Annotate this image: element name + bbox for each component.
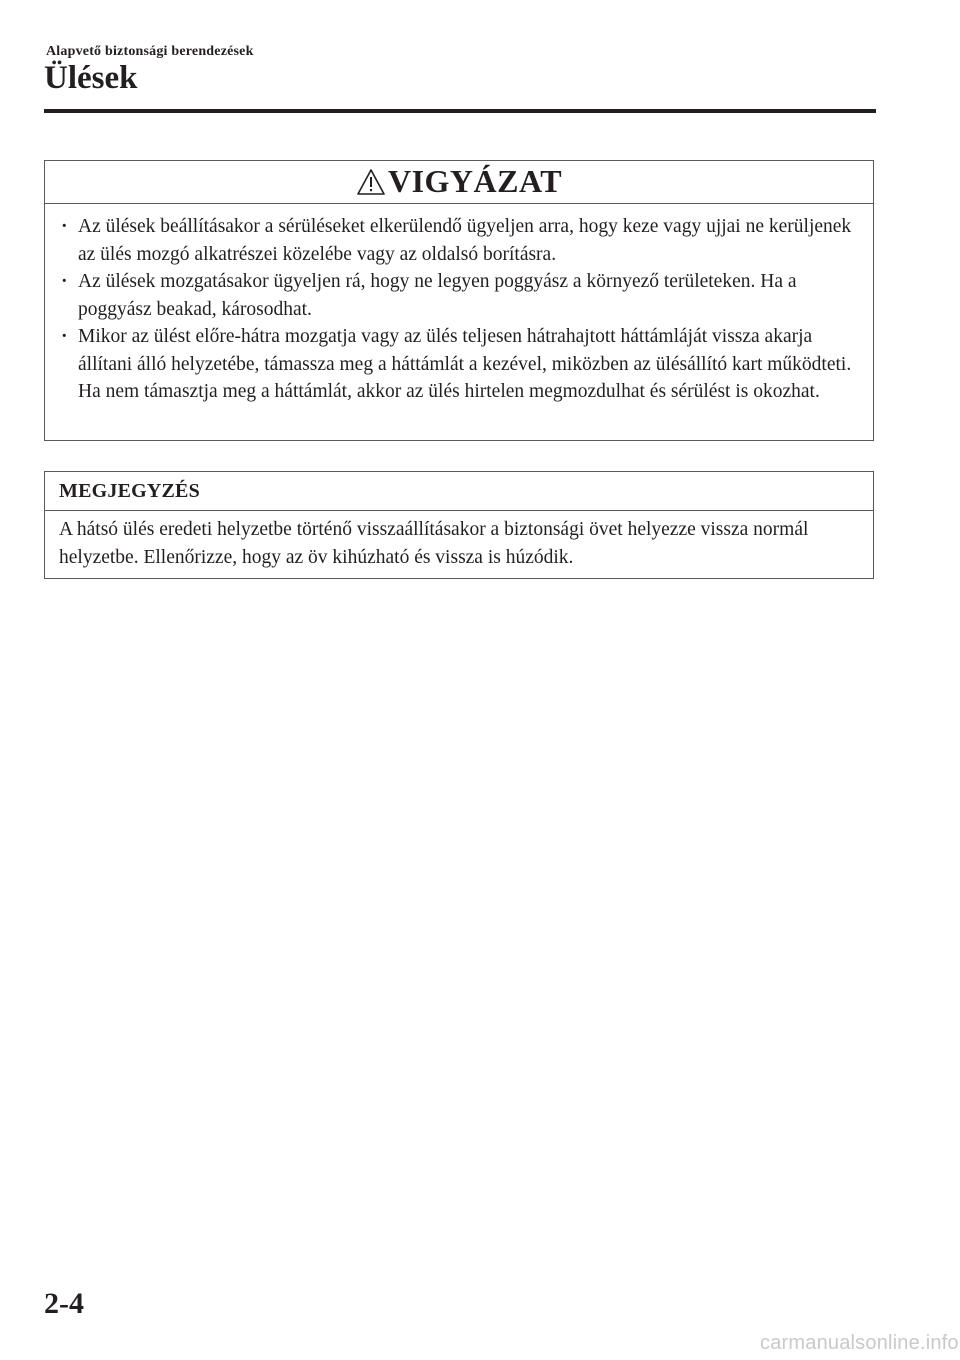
warning-item (45, 323, 861, 406)
bullet-dot: · (61, 271, 68, 292)
warning-item-text: Mikor az ülést előre-hátra mozgatja vagy az ülés teljesen hátrahajtott háttámláját vissza akarja állítani álló helyzetébe, támassza meg a háttámlát a kezével, miközben az ülésállító kart működteti. Ha nem támasztja meg a háttámlát, akkor az ülés hirtelen megmozdulhat és sérülést is okozhat. (78, 326, 852, 402)
warning-title: VIGYÁZAT (387, 163, 563, 199)
warning-body (45, 204, 873, 406)
note-title: MEGJEGYZÉS (59, 479, 200, 502)
note-text: A hátsó ülés eredeti helyzetbe történő visszaállításakor a biztonsági övet helyezze vissza normál helyzetbe. Ellenőrizze, hogy az öv kihúzható és vissza is húzódik. (59, 519, 809, 568)
note-box (44, 471, 874, 579)
watermark: carmanualsonline.info (760, 1332, 959, 1354)
note-header (45, 472, 873, 511)
chapter-title: Ülések (44, 60, 138, 96)
warning-item (45, 213, 861, 268)
warning-title-group (356, 163, 562, 200)
warning-header (45, 161, 873, 204)
bullet-dot: · (61, 216, 68, 237)
warning-item-text: Az ülések mozgatásakor ügyeljen rá, hogy ne legyen poggyász a környező területeken. Ha a poggyász beakad, károsodhat. (78, 271, 797, 320)
warning-triangle-icon (356, 168, 386, 196)
header-rule (44, 109, 876, 113)
warning-box (44, 160, 874, 441)
bullet-dot: · (61, 326, 68, 347)
warning-item (45, 268, 861, 323)
warning-item-text: Az ülések beállításakor a sérüléseket elkerülendő ügyeljen arra, hogy keze vagy ujjai ne kerüljenek az ülés mozgó alkatrészei közelébe vagy az oldalsó borításra. (78, 216, 852, 265)
page-number: 2-4 (44, 1287, 84, 1320)
section-label: Alapvető biztonsági berendezések (46, 44, 254, 59)
